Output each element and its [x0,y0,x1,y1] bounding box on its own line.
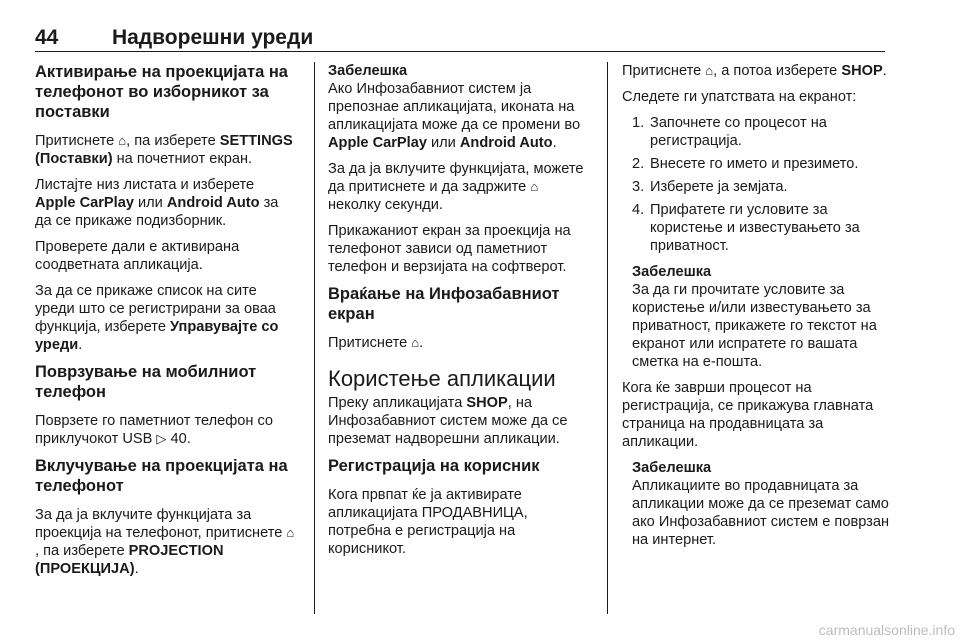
home-icon: ⌂ [411,335,420,350]
home-icon: ⌂ [530,179,539,194]
home-icon: ⌂ [118,133,127,148]
list-item: 1. Започнете со процесот на регистрација. [632,115,827,149]
list-item: 2. Внесете го името и презимето. [632,156,859,172]
paragraph: Кога првпат ќе ја активирате апликацијата ПРОДАВНИЦА, потребна е регистрација на корисникот. [328,487,528,557]
paragraph: Прикажаниот екран за проекција на телефонот зависи од паметниот телефон и верзијата на софтверот. [328,223,571,275]
note-box: Забелешка За да ги прочитате условите за користење и/или известувањето за приватност, прикажете го текстот на екранот или испратете го вашата сметка на е-пошта. [632,263,897,371]
column-middle [328,62,590,566]
chapter-title: Надворешни уреди [112,26,314,49]
heading-connect-phone: Поврзување на мобилниот телефон [35,363,257,401]
column-right [622,62,897,557]
paragraph: Кога ќе заврши процесот на регистрација, се прикажува главната страница на продавницата за апликации. [622,380,874,450]
column-divider [314,62,315,614]
paragraph: Притиснете ⌂, а потоа изберете SHOP. [622,63,887,79]
paragraph: Поврзете го паметниот телефон со приклучокот USB ▷ 40. [35,413,274,447]
paragraph: Проверете дали е активирана соодветната апликација. [35,239,240,273]
column-left [35,62,297,586]
paragraph: Следете ги упатствата на екранот: [622,89,857,105]
heading-enable-projection: Вклучување на проекцијата на телефонот [35,457,288,495]
watermark: carmanualsonline.info [818,622,955,638]
heading-activate-projection: Активирање на проекцијата на телефонот во изборникот за поставки [35,63,288,121]
page-number: 44 [35,26,59,49]
paragraph: Листајте низ листата и изберете Apple CarPlay или Android Auto за да се прикаже подизборник. [35,177,279,229]
paragraph: За да се прикаже список на сите уреди што се регистрирани за оваа функција, изберете Управувајте со уреди. [35,283,279,353]
page-reference-arrow-icon: ▷ [156,431,167,446]
column-divider [607,62,608,614]
paragraph: За да ја вклучите функцијата, можете да притиснете и да задржите ⌂ неколку секунди. [328,161,584,213]
home-icon: ⌂ [705,63,714,78]
note-box: Забелешка Апликациите во продавницата за апликации може да се преземат само ако Инфозабавниот систем е поврзан на интернет. [632,459,897,549]
note-title: Забелешка [632,460,712,476]
paragraph: Притиснете ⌂, па изберете SETTINGS (Поставки) на почетниот екран. [35,133,293,167]
home-icon: ⌂ [286,525,295,540]
paragraph: Преку апликацијата SHOP, на Инфозабавниот систем може да се преземат надворешни апликации. [328,395,568,447]
note-box: Забелешка Ако Инфозабавниот систем ја препознае апликацијата, иконата на апликацијата може да се промени во Apple CarPlay или Android Auto. [328,62,590,152]
paragraph: За да ја вклучите функцијата за проекција на телефонот, притиснете ⌂, па изберете PROJECTION (ПРОЕКЦИЈА). [35,507,295,577]
heading-using-apps: Користење апликации [328,366,556,391]
note-title: Забелешка [328,63,408,79]
note-title: Забелешка [632,264,712,280]
heading-user-registration: Регистрација на корисник [328,457,540,475]
steps-list [622,114,897,255]
list-item: 3. Изберете ја земјата. [632,179,788,195]
paragraph: Притиснете ⌂. [328,335,424,351]
list-item: 4. Прифатете ги условите за користење и известувањето за приватност. [632,202,860,254]
header-rule [35,51,885,52]
page-header [35,26,885,50]
heading-return-infotainment: Враќање на Инфозабавниот екран [328,285,560,323]
